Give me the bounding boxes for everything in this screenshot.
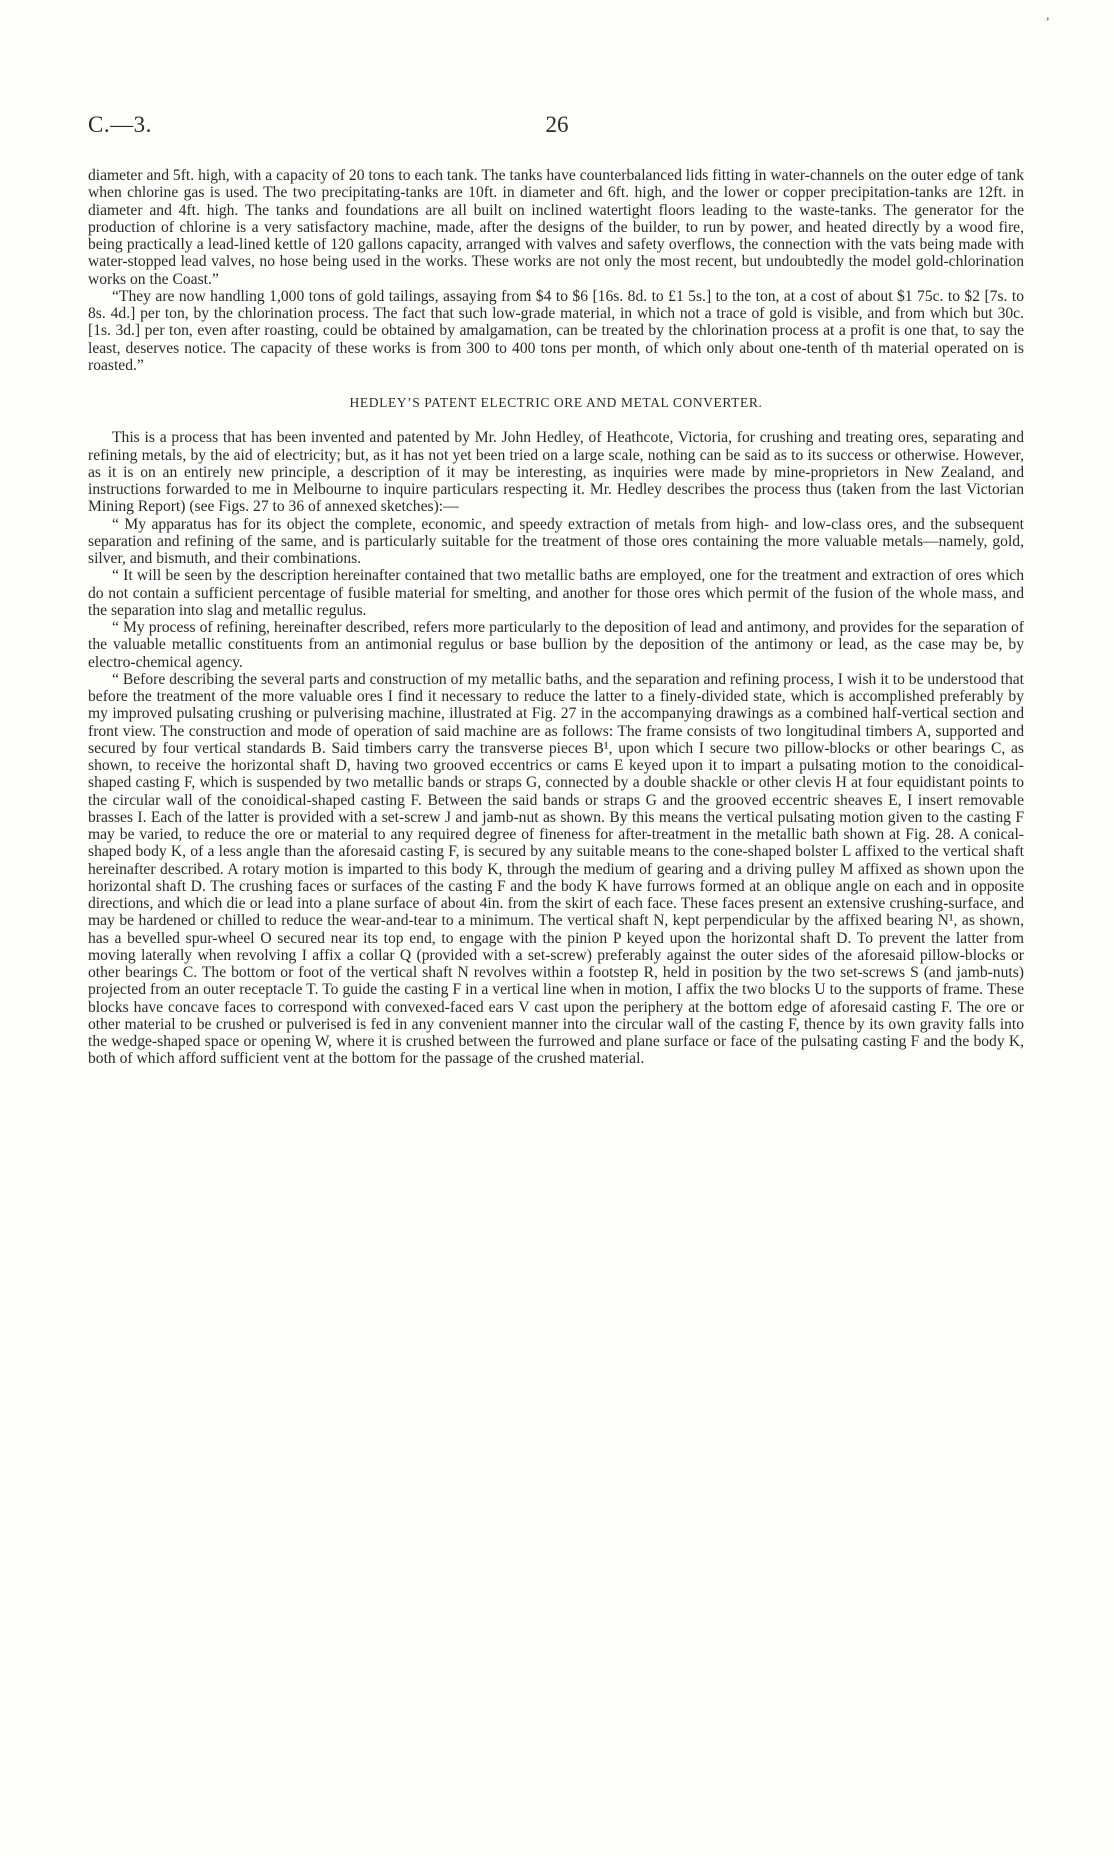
margin-mark: , xyxy=(1046,8,1050,23)
section-heading: HEDLEY’S PATENT ELECTRIC ORE AND METAL CONVERTER. xyxy=(349,395,763,410)
paragraph-apparatus: “ My apparatus has for its object the complete, economic, and speedy extraction of metals from high- and low-class ores, and the subsequent separation and refining of the same, and is particularly suitable for the treatment of those ores containing the more valuable metals—namely, gold, silver, and bismuth, and their combinations. xyxy=(88,515,1024,567)
page-number: 26 xyxy=(545,112,569,137)
paragraph-machine: “ Before describing the several parts and construction of my metallic baths, and the separation and refining process, I wish it to be understood that before the treatment of the more valuable ores I find it necessary to reduce the latter to a finely-divided state, which is accomplished preferably by my improved pulsating crushing or pulverising machine, illustrated at Fig. 27 in the accompanying drawings as a combined half-vertical section and front view. The construction and mode of operation of said machine are as follows: The frame consists of two longitudinal timbers A, supported and secured by four vertical standards B. Said timbers carry the transverse pieces B¹, upon which I secure two pillow-blocks or other bearings C, as shown, to receive the horizontal shaft D, having two grooved eccentrics or cams E keyed upon it to impart a pulsating motion to the conoidical-shaped casting F, which is suspended by two metallic bands or straps G, connected by a double shackle or other clevis H at four equidistant points to the circular wall of the conoidical-shaped casting F. Between the said bands or straps G and the grooved eccentric sheaves E, I insert removable brasses I. Each of the latter is provided with a set-screw J and jamb-nut as shown. By this means the vertical pulsating motion given to the casting F may be varied, to reduce the ore or material to any required degree of fineness for after-treatment in the metallic bath shown at Fig. 28. A conical-shaped body K, of a less angle than the aforesaid casting F, is secured by any suitable means to the cone-shaped bolster L affixed to the vertical shaft hereinafter described. A rotary motion is imparted to this body K, through the medium of gearing and a driving pulley M affixed as shown upon the horizontal shaft D. The crushing faces or surfaces of the casting F and the body K have furrows formed at an oblique angle on each and in opposite directions, and which die or lead into a plane surface of about 4in. from the skirt of each face. These faces present an extensive crushing-surface, and may be hardened or chilled to reduce the wear-and-tear to a minimum. The vertical shaft N, kept perpendicular by the affixed bearing N¹, as shown, has a bevelled spur-wheel O secured near its top end, to engage with the pinion P keyed upon the horizontal shaft D. To prevent the latter from moving laterally when revolving I affix a collar Q (provided with a set-screw) preferably against the outer sides of the aforesaid pillow-blocks or other bearings C. The bottom or foot of the vertical shaft N revolves within a footstep R, held in position by the two set-screws S (and jamb-nuts) projected from an outer receptacle T. To guide the casting F in a vertical line when in motion, I affix the two blocks U to the supports of frame. These blocks have concave faces to correspond with convexed-faced ears V cast upon the periphery at the bottom edge of aforesaid casting F. The ore or other material to be crushed or pulverised is fed in any convenient manner into the circular wall of the casting F, thence by its own gravity falls into the wedge-shaped space or opening W, where it is crushed between the furrowed and plane surface or face of the pulsating casting F and the body K, both of which afford sufficient vent at the bottom for the passage of the crushed material. xyxy=(88,670,1024,1068)
paragraph-refining: “ My process of refining, hereinafter described, refers more particularly to the deposition of lead and antimony, and provides for the separation of the valuable metallic constituents from an antimonial regulus or base bullion by the deposition of the antimony or lead, as the case may be, by electro-chemical agency. xyxy=(88,619,1024,671)
paragraph-quote-tailings: “They are now handling 1,000 tons of gold tailings, assaying from $4 to $6 [16s. 8d. to £1 5s.] to the ton, at a cost of about $1 75c. to $2 [7s. to 8s. 4d.] per ton, by the chlorination process. The fact that such low-grade material, in which not a trace of gold is visible, and from which but 30c. [1s. 3d.] per ton, even after roasting, could be obtained by amalgamation, can be treated by the chlorination process at a profit is one that, to say the least, deserves notice. The capacity of these works is from 300 to 400 tons per month, of which only about one-tenth of th material operated on is roasted.” xyxy=(88,287,1024,374)
paragraph-continuation: diameter and 5ft. high, with a capacity of 20 tons to each tank. The tanks have counterbalanced lids fitting in water-channels on the outer edge of tank when chlorine gas is used. The two precipitating-tanks are 10ft. in diameter and 6ft. high, and the lower or copper precipitation-tanks are 12ft. in diameter and 4ft. high. The tanks and foundations are all built on inclined watertight floors leading to the waste-tanks. The generator for the production of chlorine is a very satisfactory machine, made, after the designs of the builder, to run by power, and heated directly by a wood fire, being practically a lead-lined kettle of 120 gallons capacity, arranged with valves and safety overflows, the connection with the vats being made with water-stopped lead valves, no hose being used in the works. These works are not only the most recent, but undoubtedly the model gold-chlorination works on the Coast.” xyxy=(88,167,1024,288)
document-code: C.—3. xyxy=(88,112,152,137)
paragraph-baths: “ It will be seen by the description hereinafter contained that two metallic baths are employed, one for the treatment and extraction of ores which do not contain a sufficient percentage of fusible material for smelting, and another for those ores which permit of the fusion of the whole mass, and the separation into slag and metallic regulus. xyxy=(88,567,1024,619)
body-text xyxy=(88,167,1024,1068)
paragraph-intro: This is a process that has been invented and patented by Mr. John Hedley, of Heathcote, Victoria, for crushing and treating ores, separating and refining metals, by the aid of electricity; but, as it has not yet been tried on a large scale, nothing can be said as to its success or otherwise. However, as it is on an entirely new principle, a description of it may be interesting, as inquiries were made by mine-proprietors in New Zealand, and instructions forwarded to me in Melbourne to inquire particulars respecting it. Mr. Hedley describes the process thus (taken from the last Victorian Mining Report) (see Figs. 27 to 36 of annexed sketches):— xyxy=(88,429,1024,516)
page-header xyxy=(88,112,1028,144)
